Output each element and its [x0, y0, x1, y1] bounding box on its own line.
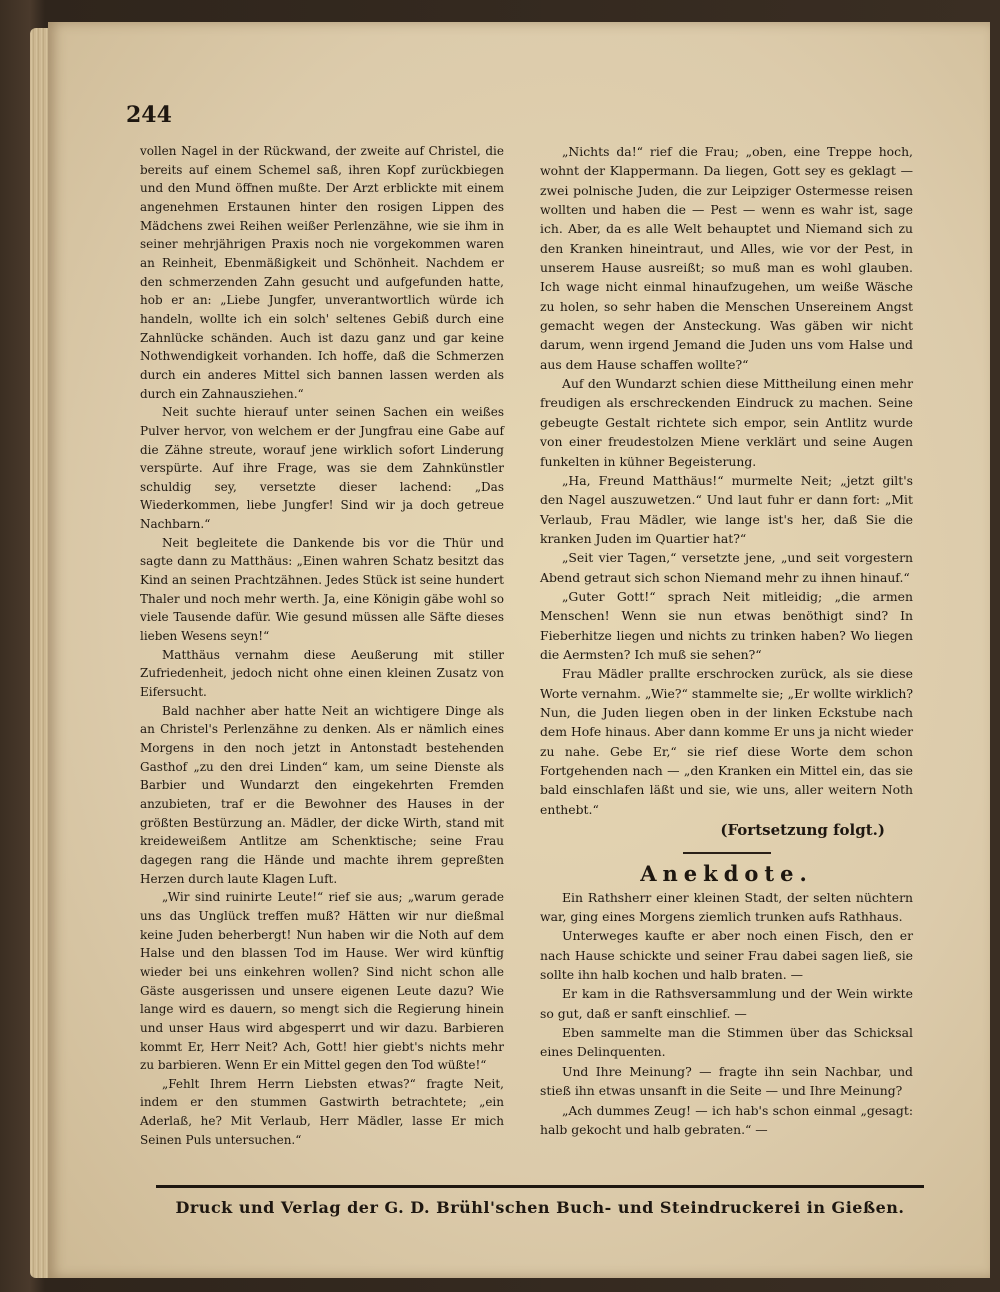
continuation-note: (Fortsetzung folgt.) — [720, 821, 885, 840]
printer-imprint: Druck und Verlag der G. D. Brühl'schen Buch- und Steindruckerei in Gießen. — [175, 1198, 905, 1217]
paragraph: „Fehlt Ihrem Herrn Liebsten etwas?“ fragte Neit, indem er den stummen Gastwirth betrachtete; „ein Aderlaß, he? Mit Verlaub, Herr Mädler, lasse Er mich Seinen Puls untersuchen.“ — [140, 1076, 504, 1147]
paragraph: „Guter Gott!“ sprach Neit mitleidig; „die armen Menschen! Wenn sie nun etwas benöthigt sind? In Fieberhitze liegen und nichts zu trinken haben? Wo liegen die Aermsten? Ich muß sie sehen?“ — [540, 588, 913, 662]
anekdote-paragraph: Unterweges kaufte er aber noch einen Fisch, den er nach Hause schickte und seiner Frau dabei sagen ließ, sie sollte ihn halb kochen und halb braten. — — [540, 928, 913, 983]
anekdote-paragraph: Eben sammelte man die Stimmen über das Schicksal eines Delinquenten. — [540, 1025, 913, 1060]
right-column — [540, 142, 913, 1139]
paragraph: Auf den Wundarzt schien diese Mittheilung einen mehr freudigen als erschreckenden Eindruck zu machen. Seine gebeugte Gestalt richtete sich empor, sein Antlitz wurde von einer freudestolzen Miene verklärt und seine Augen funkelten in kühner Begeisterung. — [540, 376, 913, 469]
anekdote-heading: Anekdote. — [640, 861, 813, 887]
paragraph: vollen Nagel in der Rückwand, der zweite auf Christel, die bereits auf einem Schemel saß, ihren Kopf zurückbiegen und den Mund öffnen mußte. Der Arzt erblickte mit einem angenehmen Erstaunen hinter den rosigen Lippen des Mädchens zwei Reihen weißer Perlenzähne, wie sie ihm in seiner mehrjährigen Praxis noch nie vorgekommen waren an Reinheit, Ebenmäßigkeit und Schönheit. Nachdem er den schmerzenden Zahn gesucht und aufgefunden hatte, hob er an: „Liebe Jungfer, unverantwortlich würde ich handeln, wollte ich ein solch' seltenes Gebiß durch eine Zahnlücke schänden. Auch ist dazu ganz und gar keine Nothwendigkeit vorhanden. Ich hoffe, daß die Schmerzen durch ein anderes Mittel sich bannen lassen werden als durch ein Zahnausziehen.“ — [140, 144, 504, 401]
paragraph: Neit begleitete die Dankende bis vor die Thür und sagte dann zu Matthäus: „Einen wahren Schatz besitzt das Kind an seinen Prachtzähnen. Jedes Stück ist seine hundert Thaler und noch mehr werth. Ja, eine Königin gäbe wohl so viele Tausende dafür. Wie gesund müssen alle Säfte dieses lieben Wesens seyn!“ — [140, 535, 504, 644]
anekdote-paragraph: Und Ihre Meinung? — fragte ihn sein Nachbar, und stieß ihn etwas unsanft in die Seite — und Ihre Meinung? — [540, 1063, 913, 1099]
paragraph: Neit suchte hierauf unter seinen Sachen ein weißes Pulver hervor, von welchem er der Jungfrau eine Gabe auf die Zähne streute, worauf jene wirklich sofort Linderung verspürte. Auf ihre Frage, was sie dem Zahnkünstler schuldig sey, versetzte dieser lachend: „Das Wiederkommen, liebe Jungfer! Sind wir ja doch getreue Nachbarn.“ — [140, 405, 504, 532]
paragraph: „Wir sind ruinirte Leute!“ rief sie aus; „warum gerade uns das Unglück treffen muß? Hätten wir nur dießmal keine Juden beherbergt! Nun haben wir die Noth auf dem Halse und den blassen Tod im Hause. Wer wird künftig wieder bei uns einkehren wollen? Sind nicht schon alle Gäste ausgerissen und unsere eigenen Leute dazu? Wie lange wird es dauern, so mengt sich die Regierung hinein und unser Haus wird abgesperrt und wir dazu. Barbieren kommt Er, Herr Neit? Ach, Gott! hier giebt's nichts mehr zu barbieren. Wenn Er ein Mittel gegen den Tod wüßte!“ — [140, 890, 504, 1073]
section-divider — [683, 852, 771, 854]
footer-rule — [156, 1185, 924, 1188]
paragraph: „Seit vier Tagen,“ versetzte jene, „und seit vorgestern Abend getraut sich schon Niemand mehr zu ihnen hinauf.“ — [540, 550, 913, 585]
anekdote-paragraph: Er kam in die Rathsversammlung und der Wein wirkte so gut, daß er sanft einschlief. — — [540, 986, 913, 1021]
paragraph: „Ha, Freund Matthäus!“ murmelte Neit; „jetzt gilt's den Nagel auszuwetzen.“ Und laut fuhr er dann fort: „Mit Verlaub, Frau Mädler, wie lange ist's her, daß Sie die kranken Juden im Quartier hat?“ — [540, 472, 913, 546]
anekdote-paragraph: „Ach dummes Zeug! — ich hab's schon einmal „gesagt: halb gekocht und halb gebraten.“ — — [540, 1102, 913, 1137]
anekdote-paragraph: Ein Rathsherr einer kleinen Stadt, der selten nüchtern war, ging eines Morgens ziemlich trunken aufs Rathhaus. — [540, 889, 913, 925]
left-column — [140, 142, 504, 1149]
page-edges — [30, 28, 50, 1278]
book-page — [48, 22, 990, 1278]
paragraph: Bald nachher aber hatte Neit an wichtigere Dinge als an Christel's Perlenzähne zu denken. Als er nämlich eines Morgens in den noch jetzt in Antonstadt bestehenden Gasthof „zu den drei Linden“ kam, um seine Dienste als Barbier und Wundarzt den eingekehrten Fremden anzubieten, traf er die Bewohner des Hauses in der größten Bestürzung an. Mädler, der dicke Wirth, stand mit kreideweißem Antlitze am Schenktische; seine Frau dagegen rang die Hände und machte ihrem gepreßten Herzen durch laute Klagen Luft. — [140, 703, 504, 886]
page-number: 244 — [126, 102, 172, 128]
paragraph: Matthäus vernahm diese Aeußerung mit stiller Zufriedenheit, jedoch nicht ohne einen kleinen Zusatz von Eifersucht. — [140, 647, 504, 700]
paragraph: „Nichts da!“ rief die Frau; „oben, eine Treppe hoch, wohnt der Klappermann. Da liegen, Gott sey es geklagt — zwei polnische Juden, die zur Leipziger Ostermesse reisen wollten und haben die — Pest — wenn es wahr ist, sage ich. Aber, da es alle Welt behauptet und Niemand sich zu den Kranken hineintraut, und Alles, wie vor der Pest, in unserem Hause ausreißt; so muß man es wohl glauben. Ich wage nicht einmal hinaufzugehen, um weiße Wäsche zu holen, so sehr haben die Menschen Unsereinem Angst gemacht wegen der Ansteckung. Was gäben wir nicht darum, wenn irgend Jemand die Juden uns vom Halse und aus dem Hause schaffen wollte?“ — [540, 144, 913, 372]
paragraph: Frau Mädler prallte erschrocken zurück, als sie diese Worte vernahm. „Wie?“ stammelte sie; „Er wollte wirklich? Nun, die Juden liegen oben in der linken Eckstube nach dem Hofe hinaus. Aber dann komme Er uns ja nicht wieder zu nahe. Gebe Er,“ sie rief diese Worte dem schon Fortgehenden nach — „den Kranken ein Mittel ein, das sie bald einschlafen läßt und sie, wie uns, aller weitern Noth enthebt.“ — [540, 666, 913, 817]
